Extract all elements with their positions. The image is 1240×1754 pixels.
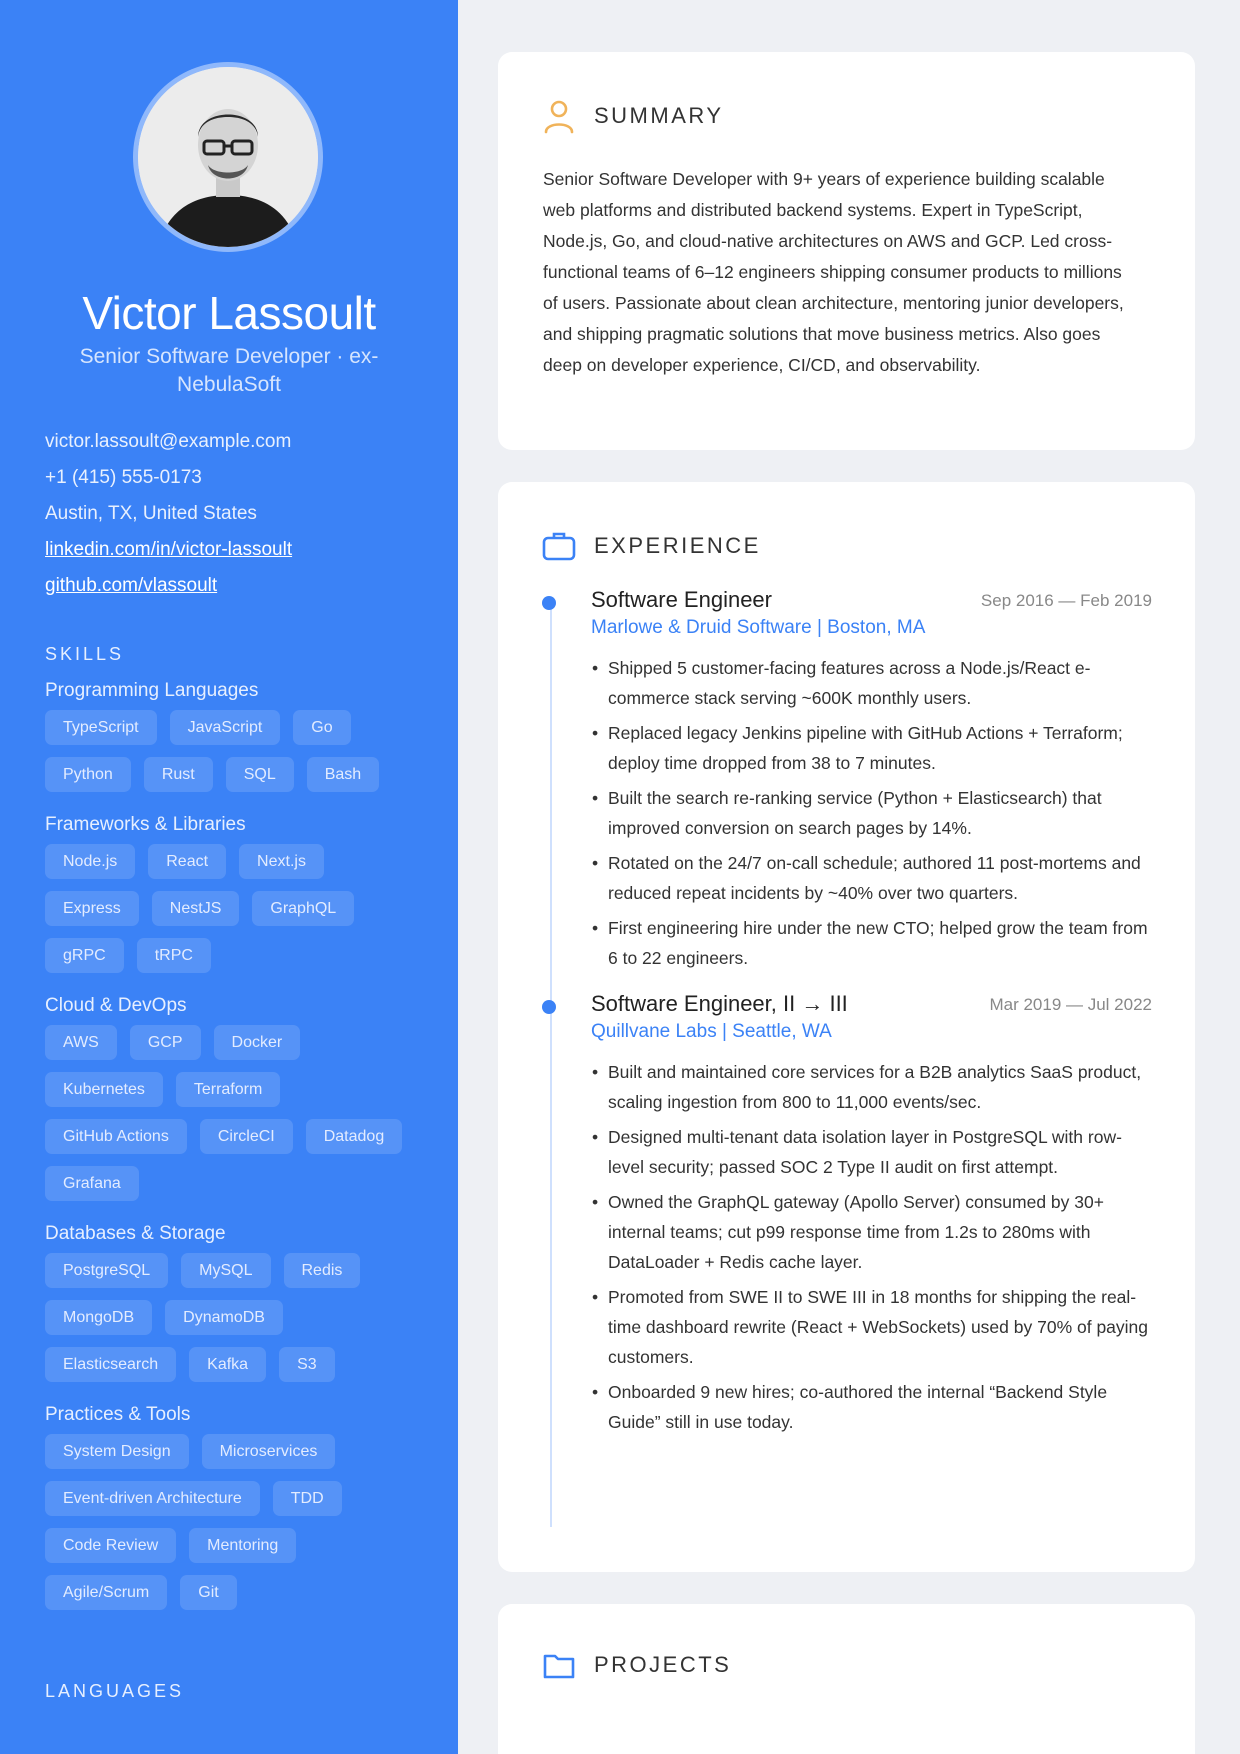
skill-chip-group [45, 1434, 425, 1610]
skill-chip: Bash [307, 757, 379, 792]
job-bullet: • First engineering hire under the new CTO; helped grow the team from 6 to 22 engineers. [592, 913, 1152, 973]
job-title: Software Engineer, II → III [591, 991, 848, 1016]
job-bullet: • Replaced legacy Jenkins pipeline with GitHub Actions + Terraform; deploy time dropped from 38 to 7 minutes. [592, 718, 1152, 778]
skill-chip: Docker [214, 1025, 301, 1060]
github-link[interactable]: github.com/vlassoult [45, 575, 218, 596]
profile-role: Senior Software Developer · ex-NebulaSoft [79, 345, 379, 396]
skill-chip-group [45, 844, 425, 973]
skill-chip: Redis [284, 1253, 361, 1288]
summary-title: SUMMARY [594, 103, 724, 128]
skill-chip: CircleCI [200, 1119, 293, 1154]
skill-category-title: Databases & Storage [45, 1223, 226, 1244]
skill-chip: Go [293, 710, 350, 745]
skill-chip: PostgreSQL [45, 1253, 168, 1288]
skill-chip: Kubernetes [45, 1072, 163, 1107]
job-bullet: • Promoted from SWE II to SWE III in 18 months for shipping the real-time dashboard rewrite (React + WebSockets) used by 70% of paying customers. [592, 1282, 1152, 1372]
skill-chip: Datadog [306, 1119, 403, 1154]
job-bullet: • Designed multi-tenant data isolation layer in PostgreSQL with row-level security; passed SOC 2 Type II audit on first attempt. [592, 1122, 1152, 1182]
timeline-dot [542, 1000, 556, 1014]
job-bullet: • Shipped 5 customer-facing features across a Node.js/React e-commerce stack serving ~600K monthly users. [592, 653, 1152, 713]
sidebar [0, 0, 458, 1754]
skill-chip-group [45, 1025, 425, 1201]
timeline-dot [542, 596, 556, 610]
skill-chip: gRPC [45, 938, 124, 973]
skill-category-title: Frameworks & Libraries [45, 814, 246, 835]
skill-chip: Git [180, 1575, 236, 1610]
skill-chip: GitHub Actions [45, 1119, 187, 1154]
skills-heading: SKILLS [45, 644, 125, 664]
summary-text: Senior Software Developer with 9+ years of experience building scalable web platforms and distributed backend systems. Expert in TypeScript, Node.js, Go, and cloud-native architectures on AWS and GCP. Led cross-functional teams of 6–12 engineers shipping consumer products to millions of users. Passionate about clean architecture, mentoring junior developers, and shipping pragmatic solutions that move business metrics. Also goes deep on developer experience, CI/CD, and observability. [543, 169, 1124, 375]
skill-chip: Event-driven Architecture [45, 1481, 260, 1516]
skill-chip: GraphQL [252, 891, 354, 926]
skill-chip: tRPC [137, 938, 211, 973]
experience-title: EXPERIENCE [594, 533, 761, 558]
folder-icon [542, 1650, 576, 1680]
job-dates: Mar 2019 — Jul 2022 [989, 995, 1152, 1014]
job-bullet: • Owned the GraphQL gateway (Apollo Server) consumed by 30+ internal teams; cut p99 response time from 1.2s to 280ms with DataLoader + Redis cache layer. [592, 1187, 1152, 1277]
job-bullets [592, 1057, 1152, 1442]
skill-chip: Microservices [202, 1434, 336, 1469]
job-company: Marlowe & Druid Software | Boston, MA [591, 617, 926, 638]
skill-chip: NestJS [152, 891, 240, 926]
experience-header [542, 530, 761, 562]
skill-chip: React [148, 844, 226, 879]
profile-name: Victor Lassoult [82, 287, 376, 339]
skill-chip-group [45, 710, 425, 792]
skill-chip: GCP [130, 1025, 201, 1060]
skill-chip: TDD [273, 1481, 342, 1516]
contact-email[interactable]: victor.lassoult@example.com [45, 431, 292, 452]
projects-title: PROJECTS [594, 1652, 732, 1677]
skill-chip: Elasticsearch [45, 1347, 176, 1382]
skill-chip: JavaScript [170, 710, 281, 745]
skill-category-title: Programming Languages [45, 680, 259, 701]
contact-location: Austin, TX, United States [45, 503, 257, 524]
skill-chip: Node.js [45, 844, 135, 879]
skill-chip: TypeScript [45, 710, 157, 745]
job-title: Software Engineer [591, 587, 772, 612]
experience-card [498, 482, 1195, 1572]
skill-chip: Mentoring [189, 1528, 296, 1563]
linkedin-link[interactable]: linkedin.com/in/victor-lassoult [45, 539, 293, 560]
skill-category-title: Practices & Tools [45, 1404, 191, 1425]
skill-chip: DynamoDB [165, 1300, 283, 1335]
skills-section [45, 680, 425, 1632]
job-bullet: • Built and maintained core services for a B2B analytics SaaS product, scaling ingestion from 800 to 11,000 events/sec. [592, 1057, 1152, 1117]
skill-chip: Kafka [189, 1347, 266, 1382]
skill-category-title: Cloud & DevOps [45, 995, 187, 1016]
summary-card [498, 52, 1195, 450]
job-dates: Sep 2016 — Feb 2019 [980, 591, 1152, 610]
skill-chip: AWS [45, 1025, 117, 1060]
profile-photo-frame [133, 62, 323, 252]
person-icon [542, 98, 576, 134]
projects-card [498, 1604, 1195, 1754]
skill-chip: System Design [45, 1434, 189, 1469]
skill-chip: Terraform [176, 1072, 280, 1107]
languages-heading: LANGUAGES [45, 1681, 185, 1701]
contact-list [45, 428, 292, 608]
briefcase-icon [542, 530, 576, 562]
profile-photo [138, 67, 318, 247]
projects-header [542, 1650, 731, 1680]
skill-chip: Grafana [45, 1166, 139, 1201]
skill-chip: MySQL [181, 1253, 270, 1288]
skill-chip: Python [45, 757, 131, 792]
timeline-line [550, 607, 552, 1527]
job-bullet: • Rotated on the 24/7 on-call schedule; authored 11 post-mortems and reduced repeat incidents by ~40% over two quarters. [592, 848, 1152, 908]
skill-chip: Next.js [239, 844, 324, 879]
job-bullet: • Built the search re-ranking service (Python + Elasticsearch) that improved conversion on search pages by 14%. [592, 783, 1152, 843]
skill-chip: S3 [279, 1347, 335, 1382]
skill-chip: Agile/Scrum [45, 1575, 167, 1610]
job-bullets [592, 653, 1152, 978]
skill-chip: Code Review [45, 1528, 176, 1563]
skill-chip-group [45, 1253, 425, 1382]
person-photo-icon [138, 67, 318, 247]
summary-header [542, 98, 724, 134]
skill-chip: SQL [226, 757, 294, 792]
skill-chip: Express [45, 891, 139, 926]
job-bullet: • Onboarded 9 new hires; co-authored the internal “Backend Style Guide” still in use today. [592, 1377, 1152, 1437]
skill-chip: Rust [144, 757, 213, 792]
job-company: Quillvane Labs | Seattle, WA [591, 1021, 832, 1042]
skill-chip: MongoDB [45, 1300, 152, 1335]
contact-phone: +1 (415) 555-0173 [45, 467, 202, 488]
